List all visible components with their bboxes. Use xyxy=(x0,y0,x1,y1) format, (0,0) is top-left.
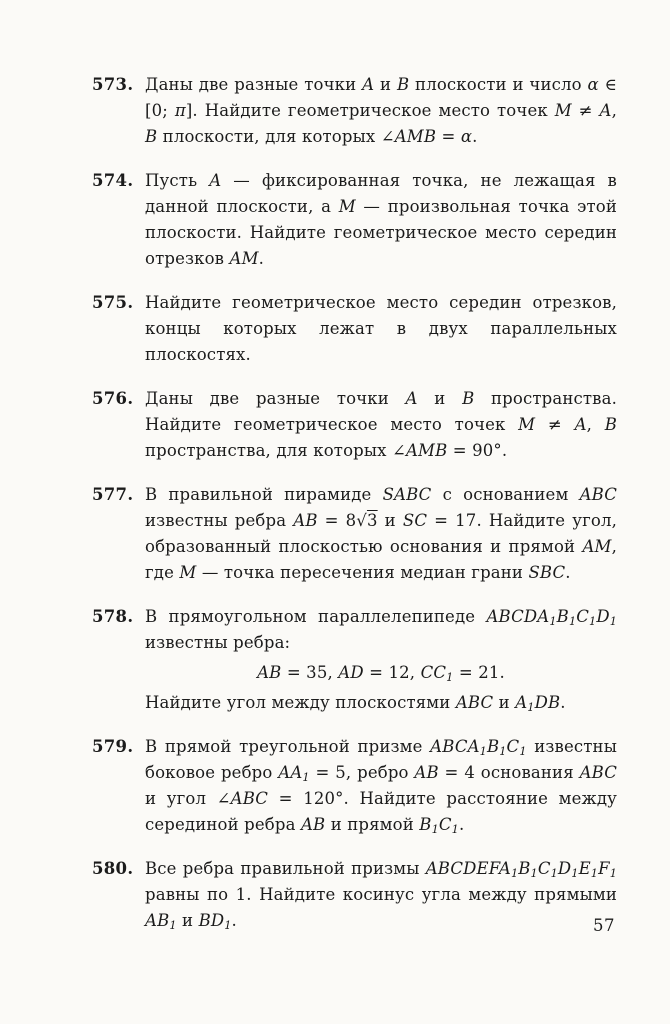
problem-item xyxy=(92,482,617,586)
page-number: 57 xyxy=(593,916,615,935)
problem-number: 578. xyxy=(92,607,134,626)
problem-item xyxy=(92,386,617,464)
problem-text: Даны две разные точки A и B плоскости и число α ∈ [0; π]. Найдите геометрическое место точек M ≠ A, B плоскости, для которых ∠AMB = α. xyxy=(145,75,618,146)
problem-body xyxy=(145,482,617,586)
problems-list xyxy=(92,72,617,952)
problem-text: В прямой треугольной призме $ABCA_1B_1C_1$ известны боковое ребро $AA_1 = 5$, ребро AB = 4 основания ABC и угол ∠ABC = 120°. Найдите расстояние между серединой ребра AB и прямой $B_1C_1$. xyxy=(145,737,617,837)
problem-item xyxy=(92,290,617,368)
problem-number: 574. xyxy=(92,171,134,190)
problem-equation: AB = 35, AD = 12, $CC_1 = 21$. xyxy=(257,663,505,685)
problem-text: Все ребра правильной призмы $ABCDEFA_1B_1C_1D_1E_1F_1$ равны по 1. Найдите косинус угла между прямыми $AB_1$ и $BD_1$. xyxy=(145,859,617,933)
problem-text: В прямоугольном параллелепипеде $ABCDA_1B_1C_1D_1$ известны ребра: xyxy=(145,607,617,652)
problem-body xyxy=(145,168,617,272)
problem-body xyxy=(145,290,617,368)
problem-text: В правильной пирамиде SABC с основанием ABC известны ребра AB = 8√3 и SC = 17. Найдите угол, образованный плоскостью основания и прямой AM, где M — точка пересечения медиан грани SBC. xyxy=(145,485,618,582)
problem-number: 575. xyxy=(92,293,134,312)
problem-text: Пусть A — фиксированная точка, не лежащая в данной плоскости, а M — произвольная точка этой плоскости. Найдите геометрическое место середин отрезков AM. xyxy=(145,171,617,268)
problem-item xyxy=(92,734,617,838)
problem-item xyxy=(92,72,617,150)
problem-body xyxy=(145,386,617,464)
problem-body xyxy=(145,72,617,150)
problem-number: 580. xyxy=(92,859,134,878)
problem-body xyxy=(145,856,617,934)
problem-text: Даны две разные точки A и B пространства. Найдите геометрическое место точек M ≠ A, B пространства, для которых ∠AMB = 90°. xyxy=(145,389,617,460)
problem-body xyxy=(145,734,617,838)
problem-text: Найдите геометрическое место середин отрезков, концы которых лежат в двух параллельных плоскостях. xyxy=(145,293,617,364)
problem-number: 579. xyxy=(92,737,134,756)
problem-item xyxy=(92,168,617,272)
problem-number: 576. xyxy=(92,389,134,408)
problem-number: 577. xyxy=(92,485,134,504)
problem-item xyxy=(92,604,617,716)
problem-body xyxy=(145,604,617,716)
problem-number: 573. xyxy=(92,75,134,94)
problem-item xyxy=(92,856,617,934)
problem-text-continued: Найдите угол между плоскостями ABC и $A_1DB$. xyxy=(145,693,566,715)
